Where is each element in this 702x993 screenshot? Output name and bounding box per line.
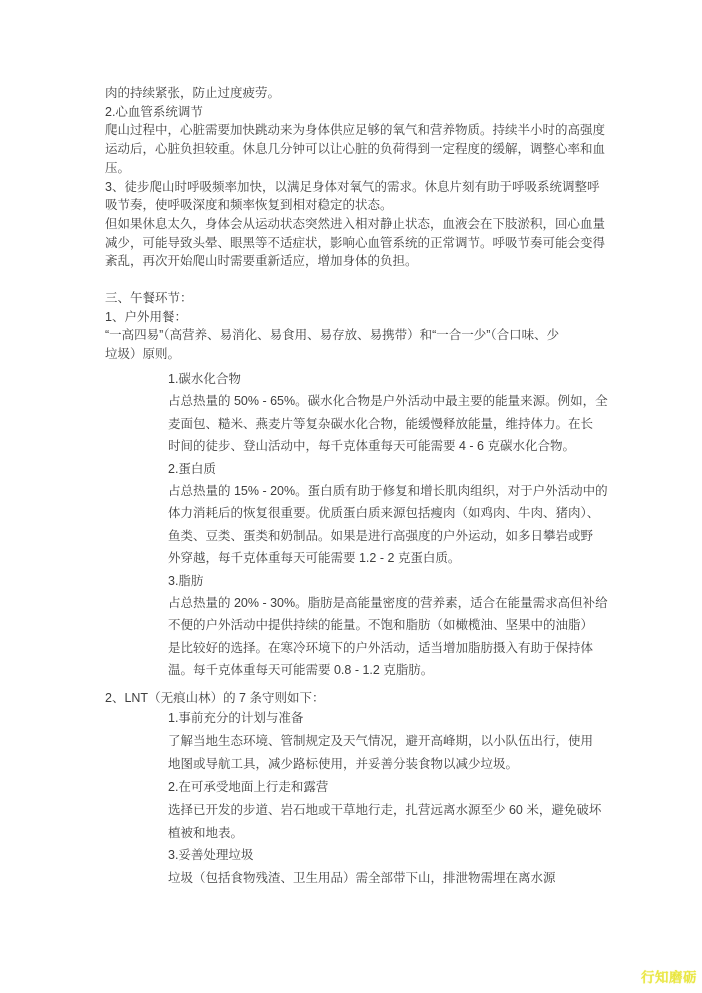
text-line: 不便的户外活动中提供持续的能量。不饱和脂肪（如橄榄油、坚果中的油脂）	[168, 618, 594, 633]
text-line: 鱼类、豆类、蛋类和奶制品。如果是进行高强度的户外运动，如多日攀岩或野	[168, 528, 594, 543]
text-line: “一高四易”（高营养、易消化、易食用、易存放、易携带）和“一合一少”（合口味、少	[105, 328, 560, 343]
paragraph-recovery-section	[105, 84, 605, 271]
text-line: 运动后，心脏负担较重。休息几分钟可以让心脏的负荷得到一定程度的缓解，调整心率和血	[105, 142, 606, 157]
text-line: 减少，可能导致头晕、眼黑等不适症状，影响心血管系统的正常调节。呼吸节奏可能会变得	[105, 235, 606, 250]
text-line: 外穿越，每千克体重每天可能需要 1.2 - 2 克蛋白质。	[168, 551, 461, 566]
text-line: 压。	[105, 160, 131, 175]
text-line: 肉的持续紧张，防止过度疲劳。	[105, 86, 281, 100]
text-line: 2.心血管系统调节	[105, 104, 203, 119]
sub-heading: 1.碳水化合物	[168, 372, 241, 386]
section-nutrition	[168, 368, 608, 682]
text-line: 吸节奏，使呼吸深度和频率恢复到相对稳定的状态。	[105, 198, 393, 213]
sub-heading: 2.蛋白质	[168, 461, 216, 476]
text-line: 地图或导航工具，减少路标使用，并妥善分装食物以减少垃圾。	[168, 756, 519, 771]
text-line: 时间的徒步、登山活动中，每千克体重每天可能需要 4 - 6 克碳水化合物。	[168, 439, 575, 454]
text-line: 垃圾（包括食物残渣、卫生用品）需全部带下山，排泄物需埋在离水源	[168, 871, 556, 886]
text-line: 占总热量的 15% - 20%。蛋白质有助于修复和增长肌肉组织，对于户外活动中的	[168, 484, 608, 499]
text-line: 紊乱，再次开始爬山时需要重新适应，增加身体的负担。	[105, 254, 418, 269]
section-heading: 三、午餐环节：	[105, 291, 193, 305]
text-line: 了解当地生态环境、管制规定及天气情况，避开高峰期，以小队伍出行，使用	[168, 733, 594, 748]
text-line: 体力消耗后的恢复很重要。优质蛋白质来源包括瘦肉（如鸡肉、牛肉、猪肉）、	[168, 506, 600, 521]
sub-heading: 3.妥善处理垃圾	[168, 848, 254, 863]
text-line: 但如果休息太久，身体会从运动状态突然进入相对静止状态，血液会在下肢淤积，回心血量	[105, 216, 606, 231]
text-line: 温。每千克体重每天可能需要 0.8 - 1.2 克脂肪。	[168, 663, 434, 678]
text-line: 植被和地表。	[168, 825, 244, 840]
text-line: 是比较好的选择。在寒冷环境下的户外活动，适当增加脂肪摄入有助于保持体	[168, 640, 594, 655]
section-lunch	[105, 289, 559, 364]
sub-heading: 1.事前充分的计划与准备	[168, 711, 304, 725]
section-heading: 2、LNT（无痕山林）的 7 条守则如下：	[105, 691, 325, 705]
sub-heading: 1、户外用餐：	[105, 309, 187, 324]
text-line: 选择已开发的步道、岩石地或干草地行走，扎营远离水源至少 60 米，避免破坏	[168, 802, 602, 817]
sub-heading: 2.在可承受地面上行走和露营	[168, 779, 329, 794]
text-line: 麦面包、糙米、燕麦片等复杂碳水化合物，能缓慢释放能量，维持体力。在长	[168, 416, 594, 431]
watermark: 行知磨砺	[641, 970, 697, 985]
text-line: 爬山过程中，心脏需要加快跳动来为身体供应足够的氧气和营养物质。持续半小时的高强度	[105, 123, 606, 138]
text-line: 垃圾）原则。	[105, 347, 181, 362]
sub-heading: 3.脂肪	[168, 573, 204, 588]
text-line: 3、徒步爬山时呼吸频率加快，以满足身体对氧气的需求。休息片刻有助于呼吸系统调整呼	[105, 179, 600, 194]
text-line: 占总热量的 50% - 65%。碳水化合物是户外活动中最主要的能量来源。例如，全	[168, 394, 608, 409]
text-line: 占总热量的 20% - 30%。脂肪是高能量密度的营养素，适合在能量需求高但补给	[168, 596, 608, 611]
section-lnt-rules	[168, 707, 601, 890]
